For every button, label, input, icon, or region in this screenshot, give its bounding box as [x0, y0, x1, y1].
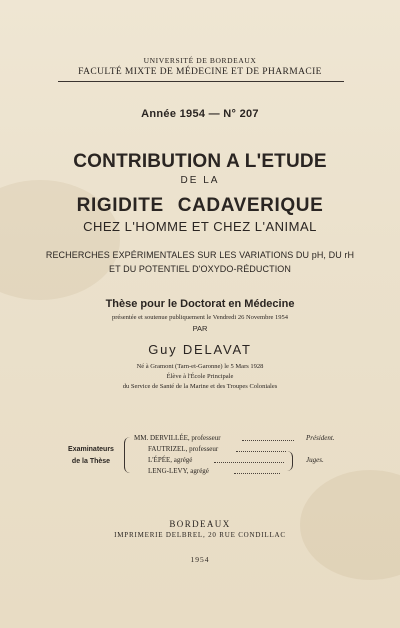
imprint-printer: IMPRIMERIE DELBREL, 20 RUE CONDILLAC [114, 531, 286, 539]
presentation-date: présentée et soutenue publiquement le Vendredi 26 Novembre 1954 [111, 314, 289, 321]
examiner-name: MM. DERVILLÉE, professeur [134, 434, 221, 442]
dot-leader [234, 473, 280, 474]
dot-leader [214, 462, 284, 463]
imprint-city: BORDEAUX [169, 519, 231, 529]
examiner-name: LENG-LEVY, agrégé [148, 467, 209, 475]
imprint-year: 1954 [190, 555, 210, 564]
title-word-cadaverique: CADAVERIQUE [177, 195, 324, 216]
juges-role: Juges. [306, 456, 324, 464]
university-name: UNIVERSITÉ DE BORDEAUX [143, 56, 257, 65]
author-school: Élève à l'École Principale [166, 373, 234, 380]
subtitle-line-2: ET DU POTENTIEL D'OXYDO-RÉDUCTION [108, 264, 292, 274]
faculty-name: FACULTÉ MIXTE DE MÉDECINE ET DE PHARMACIE [78, 67, 322, 77]
author-name: Guy DELAVAT [148, 342, 252, 357]
title-line-4: CHEZ L'HOMME ET CHEZ L'ANIMAL [83, 219, 317, 234]
title-line-2: DE LA [180, 175, 220, 186]
author-service: du Service de Santé de la Marine et des Troupes Coloniales [122, 383, 278, 390]
examiners-label [56, 444, 126, 468]
juges-brace [287, 451, 293, 471]
subtitle-line-1: RECHERCHES EXPÉRIMENTALES SUR LES VARIATIONS DU pH, DU rH [45, 250, 355, 260]
president-role: Président. [306, 434, 335, 442]
edition-number: Année 1954 — N° 207 [141, 108, 259, 120]
header-divider [58, 81, 344, 82]
examiner-name: FAUTRIZEL, professeur [148, 445, 219, 453]
title-line-3 [0, 195, 400, 217]
dot-leader [236, 451, 286, 452]
examiners-label-line-2: de la Thèse [71, 458, 111, 465]
author-birth: Né à Gramont (Tarn-et-Garonne) le 5 Mars 1928 [136, 363, 264, 370]
title-line-1: CONTRIBUTION A L'ETUDE [73, 151, 327, 172]
dot-leader [242, 440, 294, 441]
title-word-rigidite: RIGIDITE [76, 195, 164, 216]
examiner-name: L'ÉPÉE, agrégé [148, 456, 193, 464]
examiners-label-line-1: Examinateurs [68, 446, 114, 453]
examiners-left-brace [124, 437, 130, 473]
thesis-label: Thèse pour le Doctorat en Médecine [105, 298, 295, 310]
par-label: PAR [192, 324, 208, 333]
